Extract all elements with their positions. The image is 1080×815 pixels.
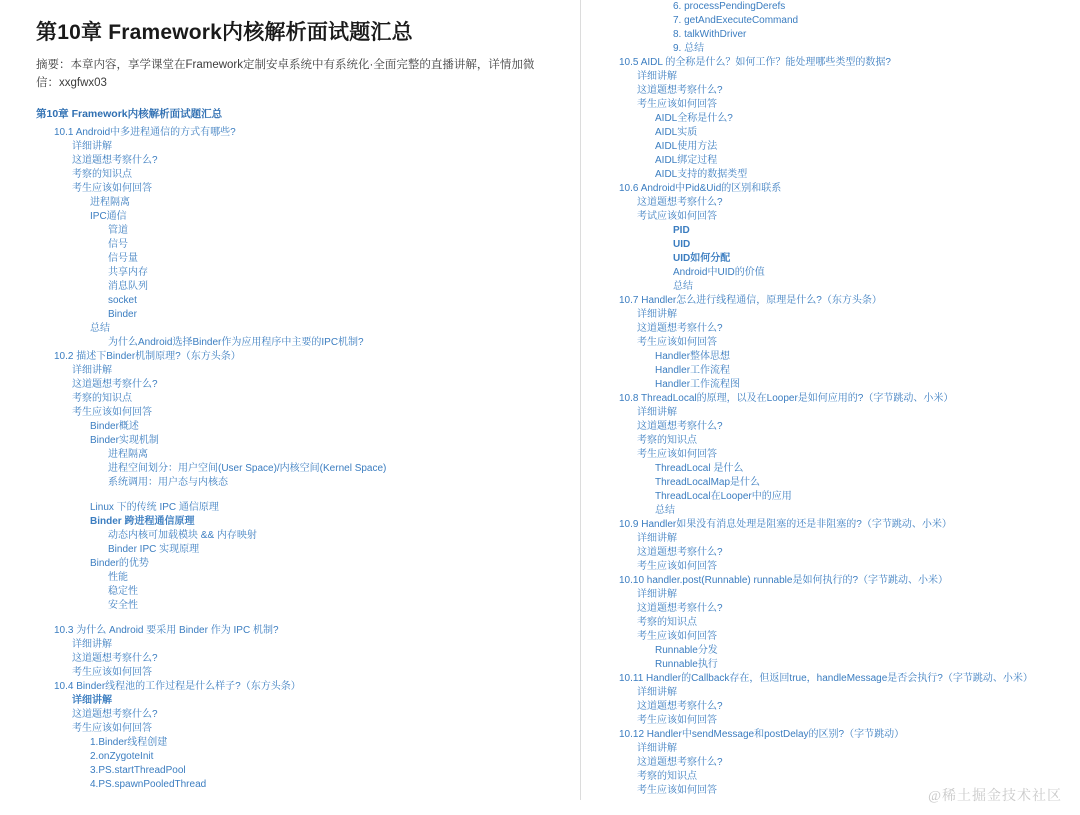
toc-entry[interactable]: 考察的知识点: [72, 169, 132, 180]
toc-entry[interactable]: 这道题想考察什么?: [72, 653, 158, 664]
toc-entry[interactable]: 考生应该如何回答: [72, 407, 152, 418]
toc-entry[interactable]: 这道题想考察什么?: [637, 421, 723, 432]
toc-entry[interactable]: 考察的知识点: [637, 771, 697, 782]
page-title: 第10章 Framework内核解析面试题汇总: [36, 21, 413, 44]
toc-entry[interactable]: 考生应该如何回答: [72, 183, 152, 194]
toc-entry[interactable]: 详细讲解: [72, 141, 112, 152]
toc-entry[interactable]: 共享内存: [108, 267, 148, 278]
toc-entry[interactable]: 10.4 Binder线程池的工作过程是什么样子?（东方头条）: [54, 681, 301, 692]
toc-entry[interactable]: Handler工作流程: [655, 365, 731, 376]
toc-entry[interactable]: 10.1 Android中多进程通信的方式有哪些?: [54, 127, 236, 138]
toc-entry[interactable]: Binder IPC 实现原理: [108, 544, 200, 555]
right-column: [581, 0, 1080, 815]
toc-entry[interactable]: ThreadLocal在Looper中的应用: [655, 491, 792, 502]
toc-entry[interactable]: AIDL使用方法: [655, 141, 718, 152]
toc-entry[interactable]: 详细讲解: [637, 71, 677, 82]
toc-entry[interactable]: 这道题想考察什么?: [72, 379, 158, 390]
toc-entry[interactable]: 这道题想考察什么?: [637, 603, 723, 614]
toc-entry[interactable]: 这道题想考察什么?: [637, 85, 723, 96]
toc-entry[interactable]: 为什么Android选择Binder作为应用程序中主要的IPC机制?: [108, 337, 364, 348]
toc-entry[interactable]: Binder的优势: [90, 558, 149, 569]
toc-entry[interactable]: 稳定性: [108, 586, 138, 597]
toc-entry[interactable]: 3.PS.startThreadPool: [90, 765, 186, 776]
toc-entry[interactable]: 考察的知识点: [637, 617, 697, 628]
toc-entry[interactable]: 信号: [108, 239, 128, 250]
toc-entry[interactable]: Runnable执行: [655, 659, 718, 670]
toc-entry[interactable]: 详细讲解: [637, 533, 677, 544]
toc-entry[interactable]: 这道题想考察什么?: [637, 197, 723, 208]
toc-entry[interactable]: 10.9 Handler如果没有消息处理是阻塞的还是非阻塞的?（字节跳动、小米）: [619, 519, 952, 530]
toc-entry[interactable]: 考试应该如何回答: [637, 211, 717, 222]
toc-list-left: [36, 126, 564, 792]
toc-entry[interactable]: 这道题想考察什么?: [637, 757, 723, 768]
toc-entry[interactable]: UID如何分配: [673, 253, 731, 264]
toc-entry[interactable]: 进程空间划分：用户空间(User Space)/内核空间(Kernel Space): [108, 463, 387, 474]
toc-entry[interactable]: PID: [673, 225, 690, 236]
toc-entry[interactable]: 这道题想考察什么?: [637, 547, 723, 558]
toc-entry[interactable]: AIDL支持的数据类型: [655, 169, 748, 180]
toc-entry[interactable]: 考生应该如何回答: [637, 99, 717, 110]
toc-entry[interactable]: Binder 跨进程通信原理: [90, 516, 195, 527]
toc-entry[interactable]: 1.Binder线程创建: [90, 737, 168, 748]
toc-entry[interactable]: 这道题想考察什么?: [637, 701, 723, 712]
toc-entry[interactable]: 这道题想考察什么?: [72, 709, 158, 720]
toc-entry[interactable]: 考生应该如何回答: [637, 561, 717, 572]
toc-entry[interactable]: 7. getAndExecuteCommand: [673, 15, 799, 26]
toc-entry[interactable]: 这道题想考察什么?: [637, 323, 723, 334]
toc-entry[interactable]: Binder: [108, 309, 137, 320]
toc-spacer: [36, 490, 564, 501]
toc-entry[interactable]: 详细讲解: [637, 743, 677, 754]
toc-spacer: [36, 613, 564, 624]
toc-entry[interactable]: ThreadLocalMap是什么: [655, 477, 761, 488]
toc-entry[interactable]: Handler整体思想: [655, 351, 731, 362]
toc-entry[interactable]: AIDL全称是什么?: [655, 113, 733, 124]
toc-entry[interactable]: 详细讲解: [637, 589, 677, 600]
toc-entry[interactable]: ThreadLocal 是什么: [655, 463, 744, 474]
toc-entry[interactable]: 考生应该如何回答: [72, 723, 152, 734]
toc-entry[interactable]: 进程隔离: [108, 449, 148, 460]
toc-entry[interactable]: Android中UID的价值: [673, 267, 765, 278]
toc-entry[interactable]: 管道: [108, 225, 128, 236]
toc-entry[interactable]: 信号量: [108, 253, 138, 264]
toc-entry[interactable]: 考生应该如何回答: [637, 337, 717, 348]
toc-entry[interactable]: Runnable分发: [655, 645, 718, 656]
watermark: @稀土掘金技术社区: [928, 789, 1062, 804]
toc-entry[interactable]: 动态内核可加载模块 && 内存映射: [108, 530, 257, 541]
toc-entry[interactable]: 10.8 ThreadLocal的原理，以及在Looper是如何应用的?（字节跳动、小米）: [619, 393, 954, 404]
toc-entry[interactable]: 考生应该如何回答: [72, 667, 152, 678]
toc-entry[interactable]: IPC通信: [90, 211, 127, 222]
toc-entry[interactable]: 考察的知识点: [637, 435, 697, 446]
toc-entry[interactable]: 10.3 为什么 Android 要采用 Binder 作为 IPC 机制?: [54, 625, 279, 636]
toc-entry[interactable]: 消息队列: [108, 281, 148, 292]
toc-entry[interactable]: 10.6 Android中Pid&Uid的区别和联系: [619, 183, 782, 194]
toc-entry[interactable]: 详细讲解: [637, 407, 677, 418]
toc-entry[interactable]: 9. 总结: [673, 43, 705, 54]
toc-entry[interactable]: 详细讲解: [637, 687, 677, 698]
toc-entry[interactable]: 这道题想考察什么?: [72, 155, 158, 166]
toc-entry[interactable]: 详细讲解: [72, 365, 112, 376]
toc-entry[interactable]: 安全性: [108, 600, 138, 611]
toc-list-right: [601, 0, 1064, 798]
toc-entry[interactable]: AIDL实质: [655, 127, 698, 138]
toc-entry[interactable]: 性能: [108, 572, 128, 583]
toc-entry[interactable]: 详细讲解: [637, 309, 677, 320]
toc-entry[interactable]: 系统调用：用户态与内核态: [108, 477, 228, 488]
toc-entry[interactable]: 10.10 handler.post(Runnable) runnable是如何执行的?（字节跳动、小米）: [619, 575, 949, 586]
toc-entry[interactable]: 10.5 AIDL 的全称是什么？如何工作？能处理哪些类型的数据?: [619, 57, 891, 68]
toc-entry[interactable]: 10.11 Handler的Callback存在，但返回true，handleMessage是否会执行?（字节跳动、小米）: [619, 673, 1033, 684]
toc-entry[interactable]: 总结: [673, 281, 693, 292]
toc-entry[interactable]: 考生应该如何回答: [637, 785, 717, 796]
toc-entry[interactable]: 进程隔离: [90, 197, 130, 208]
toc-entry[interactable]: AIDL绑定过程: [655, 155, 718, 166]
toc-entry[interactable]: 考生应该如何回答: [637, 449, 717, 460]
toc-entry[interactable]: 10.2 描述下Binder机制原理?（东方头条）: [54, 351, 241, 362]
toc-entry[interactable]: Binder实现机制: [90, 435, 159, 446]
toc-heading: 第10章 Framework内核解析面试题汇总: [36, 108, 223, 120]
toc-entry[interactable]: Linux 下的传统 IPC 通信原理: [90, 502, 219, 513]
abstract-text: 摘要：本章内容，享学课堂在Framework定制安卓系统中有系统化·全面完整的直播讲解，详情加微信：xxgfwx03: [36, 59, 535, 89]
toc-entry[interactable]: UID: [673, 239, 691, 250]
toc-entry[interactable]: 详细讲解: [72, 695, 112, 706]
toc-entry[interactable]: 考生应该如何回答: [637, 631, 717, 642]
toc-entry[interactable]: 10.12 Handler中sendMessage和postDelay的区别?（字节跳动）: [619, 729, 905, 740]
toc-entry[interactable]: 10.7 Handler怎么进行线程通信，原理是什么?（东方头条）: [619, 295, 882, 306]
toc-entry[interactable]: 2.onZygoteInit: [90, 751, 154, 762]
toc-entry[interactable]: 8. talkWithDriver: [673, 29, 747, 40]
toc-entry[interactable]: Binder概述: [90, 421, 139, 432]
toc-entry[interactable]: 详细讲解: [72, 639, 112, 650]
toc-entry[interactable]: Handler工作流程图: [655, 379, 741, 390]
toc-entry[interactable]: socket: [108, 295, 137, 306]
toc-entry[interactable]: 6. processPendingDerefs: [673, 1, 786, 12]
toc-entry[interactable]: 总结: [655, 505, 675, 516]
toc-entry[interactable]: 考生应该如何回答: [637, 715, 717, 726]
toc-entry[interactable]: 总结: [90, 323, 110, 334]
toc-entry[interactable]: 考察的知识点: [72, 393, 132, 404]
toc-entry[interactable]: 4.PS.spawnPooledThread: [90, 779, 207, 790]
